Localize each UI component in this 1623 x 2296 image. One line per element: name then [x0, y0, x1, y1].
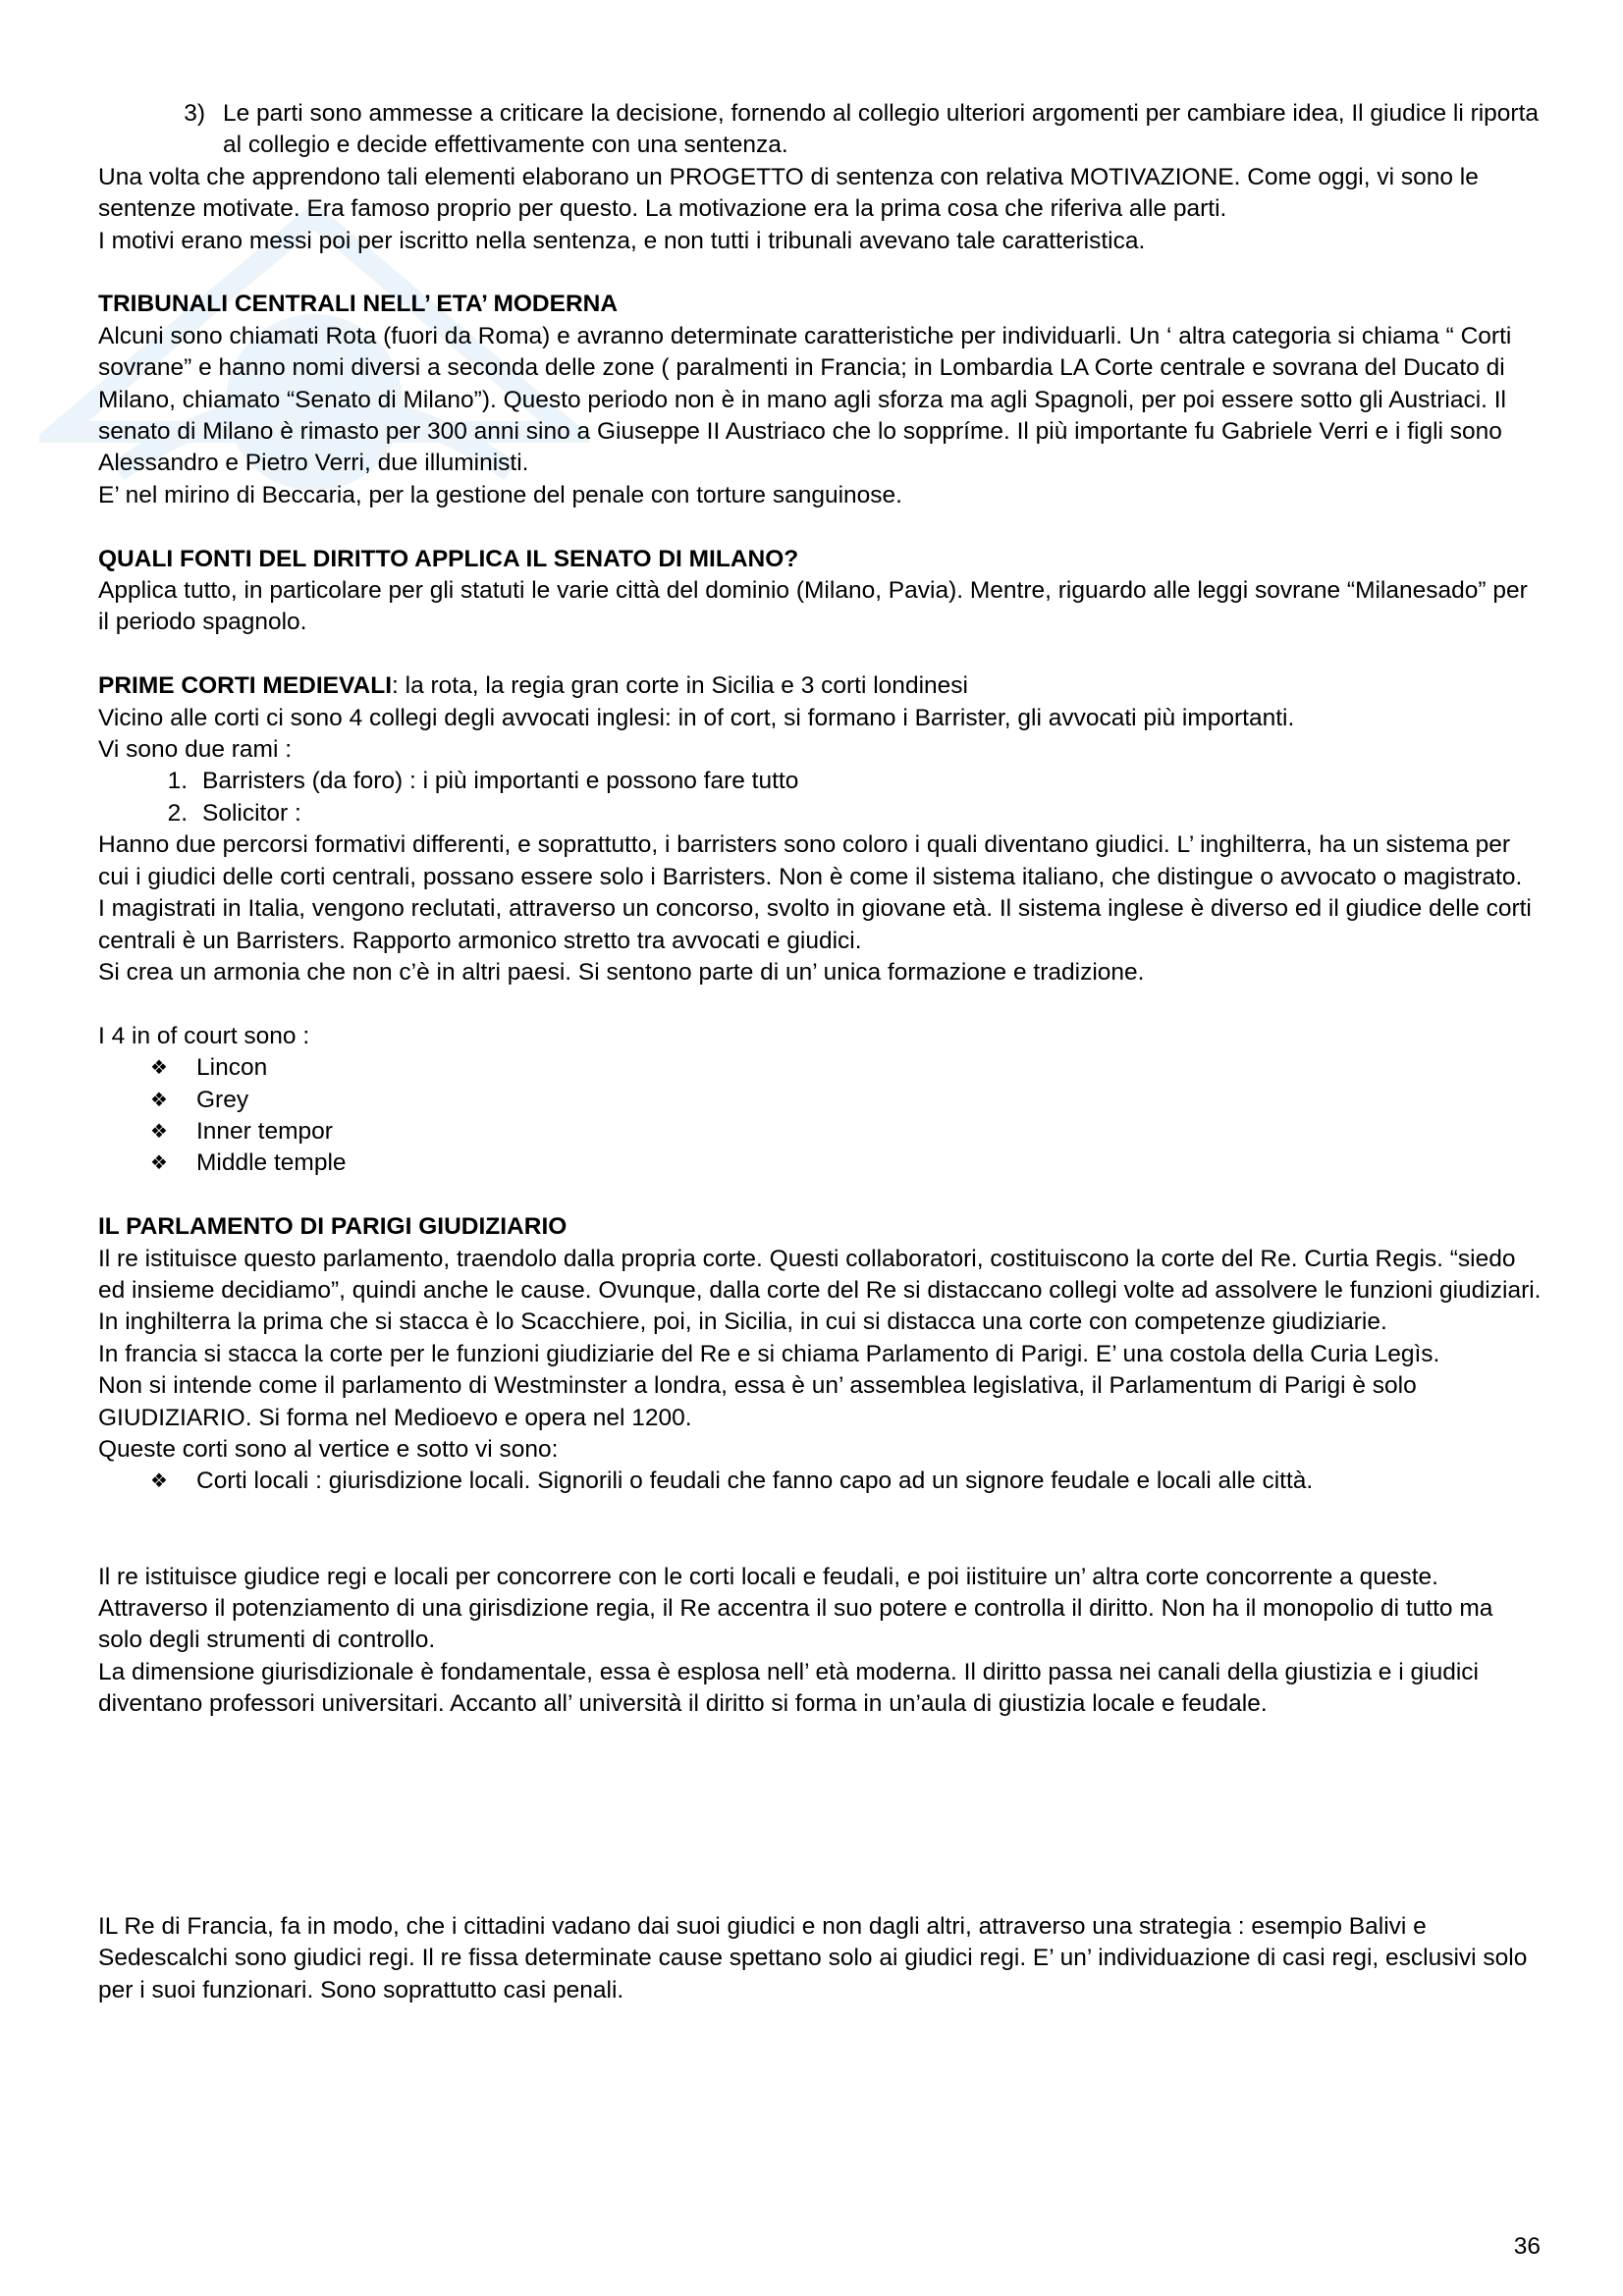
paragraph: Vi sono due rami : [98, 736, 293, 764]
paragraph: Non si intende come il parlamento di Westminster a londra, essa è un’ assemblea legislativa, il Parlamentum di Parigi è solo GIUDIZIARIO. Si forma nel Medioevo e opera nel 1200. [98, 1372, 1417, 1431]
paragraph: I magistrati in Italia, vengono reclutati, attraverso un concorso, svolto in giovane età. Il sistema inglese è diverso ed il giudice delle corti centrali è un Barristers. Rapporto armonico stretto tra avvocati e giudici. [98, 895, 1532, 954]
paragraph: Queste corti sono al vertice e sotto vi sono: [98, 1435, 559, 1463]
bullet-item [98, 1148, 1542, 1179]
paragraph: Il re istituisce giudice regi e locali per concorrere con le corti locali e feudali, e poi iistituire un’ altra corte concorrente a queste. Attraverso il potenziamento di una girisdizione regia, il Re accentra il suo potere e controlla il diritto. Non ha il monopolio di tutto ma solo degli strumenti di controllo. [98, 1563, 1493, 1654]
paragraph: Una volta che apprendono tali elementi elaborano un PROGETTO di sentenza con relativa MOTIVAZIONE. Come oggi, vi sono le sentenze motivate. Era famoso proprio per questo. La motivazione era la prima cosa che riferiva alle parti. [98, 163, 1479, 223]
paragraph: I motivi erano messi poi per iscritto nella sentenza, e non tutti i tribunali avevano tale caratteristica. [98, 227, 1146, 254]
list-text: Solicitor : [202, 799, 301, 827]
paragraph-with-heading [98, 670, 1542, 702]
diamond-bullet-icon: ❖ [150, 1057, 168, 1080]
paragraph: Applica tutto, in particolare per gli statuti le varie città del dominio (Milano, Pavia). Mentre, riguardo alle leggi sovrane “Milanesado” per il periodo spagnolo. [98, 577, 1528, 636]
bullet-item [98, 1466, 1542, 1497]
bullet-text: Middle temple [196, 1149, 347, 1177]
paragraph: Alcuni sono chiamati Rota (fuori da Roma) e avranno determinate caratteristiche per individuarli. Un ‘ altra categoria si chiama “ Corti sovrane” e hanno nomi diversi a seconda delle zone ( paralmenti in Francia; in Lombardia LA Corte centrale e sovrana del Ducato di Milano, chiamato “Senato di Milano”). Questo periodo non è in mano agli sforza ma agli Spagnoli, per poi essere sotto gli Austriaci. Il senato di Milano è rimasto per 300 anni sino a Giuseppe II Austriaco che lo soppríme. Il più importante fu Gabriele Verri e i figli sono Alessandro e Pietro Verri, due illuministi. [98, 322, 1512, 477]
numbered-item-1 [98, 766, 1542, 797]
diamond-bullet-icon: ❖ [150, 1089, 168, 1111]
diamond-bullet-icon: ❖ [150, 1152, 168, 1175]
bullet-item [98, 1052, 1542, 1084]
paragraph: Vicino alle corti ci sono 4 collegi degli avvocati inglesi: in of cort, si formano i Barrister, gli avvocati più importanti. [98, 704, 1295, 731]
section-heading: PRIME CORTI MEDIEVALI [98, 672, 393, 700]
paragraph: E’ nel mirino di Beccaria, per la gestione del penale con torture sanguinose. [98, 481, 902, 508]
section-heading: IL PARLAMENTO DI PARIGI GIUDIZIARIO [98, 1213, 568, 1241]
paragraph: Hanno due percorsi formativi differenti, e soprattutto, i barristers sono coloro i quali diventano giudici. L’ inghilterra, ha un sistema per cui i giudici delle corti centrali, possano essere solo i Barristers. Non è come il sistema italiano, che distingue o avvocato o magistrato. [98, 831, 1523, 890]
numbered-item-3 [98, 98, 1542, 162]
document-page [98, 98, 1542, 2006]
paragraph: I 4 in of court sono : [98, 1022, 310, 1049]
heading-continuation: : la rota, la regia gran corte in Sicilia e 3 corti londinesi [392, 672, 968, 700]
bullet-text: Corti locali : giurisdizione locali. Signorili o feudali che fanno capo ad un signore feudale e locali alle città. [196, 1468, 1314, 1495]
bullet-item [98, 1085, 1542, 1116]
page-number: 36 [1513, 2233, 1541, 2260]
bullet-item [98, 1116, 1542, 1148]
section-heading: QUALI FONTI DEL DIRITTO APPLICA IL SENATO DI MILANO? [98, 545, 799, 572]
paragraph: Il re istituisce questo parlamento, traendolo dalla propria corte. Questi collaboratori, costituiscono la corte del Re. Curtia Regis. “siedo ed insieme decidiamo”, quindi anche le cause. Ovunque, dalla corte del Re si distaccano collegi volte ad assolvere le funzioni giudiziari. [98, 1245, 1542, 1304]
diamond-bullet-icon: ❖ [150, 1120, 168, 1143]
list-number: 1. [167, 768, 188, 795]
paragraph: Si crea un armonia che non c’è in altri paesi. Si sentono parte di un’ unica formazione e tradizione. [98, 958, 1145, 986]
section-heading: TRIBUNALI CENTRALI NELL’ ETA’ MODERNA [98, 291, 619, 318]
paragraph: IL Re di Francia, fa in modo, che i cittadini vadano dai suoi giudici e non dagli altri, attraverso una strategia : esempio Balivi e Sedescalchi sono giudici regi. Il re fissa determinate cause spettano solo ai giudici regi. E’ un’ individuazione di casi regi, esclusivi solo per i suoi funzionari. Sono soprattutto casi penali. [98, 1912, 1528, 2003]
list-number: 3) [184, 100, 205, 127]
numbered-item-2 [98, 798, 1542, 829]
paragraph: La dimensione giurisdizionale è fondamentale, essa è esplosa nell’ età moderna. Il diritto passa nei canali della giustizia e i giudici diventano professori universitari. Accanto all’ università il diritto si forma in un’aula di giustizia locale e feudale. [98, 1658, 1479, 1718]
bullet-text: Lincon [196, 1054, 268, 1082]
paragraph: In inghilterra la prima che si stacca è lo Scacchiere, poi, in Sicilia, in cui si distacca una corte con competenze giudiziarie. [98, 1308, 1387, 1336]
list-text: Barristers (da foro) : i più importanti e possono fare tutto [202, 768, 799, 795]
paragraph: In francia si stacca la corte per le funzioni giudiziarie del Re e si chiama Parlamento di Parigi. E’ una costola della Curia Legìs. [98, 1340, 1440, 1367]
list-text: Le parti sono ammesse a criticare la decisione, fornendo al collegio ulteriori argomenti per cambiare idea, Il giudice li riporta al collegio e decide effettivamente con una sentenza. [223, 100, 1540, 159]
bullet-text: Inner tempor [196, 1117, 333, 1145]
diamond-bullet-icon: ❖ [150, 1470, 168, 1493]
list-number: 2. [167, 799, 188, 827]
bullet-text: Grey [196, 1086, 249, 1113]
